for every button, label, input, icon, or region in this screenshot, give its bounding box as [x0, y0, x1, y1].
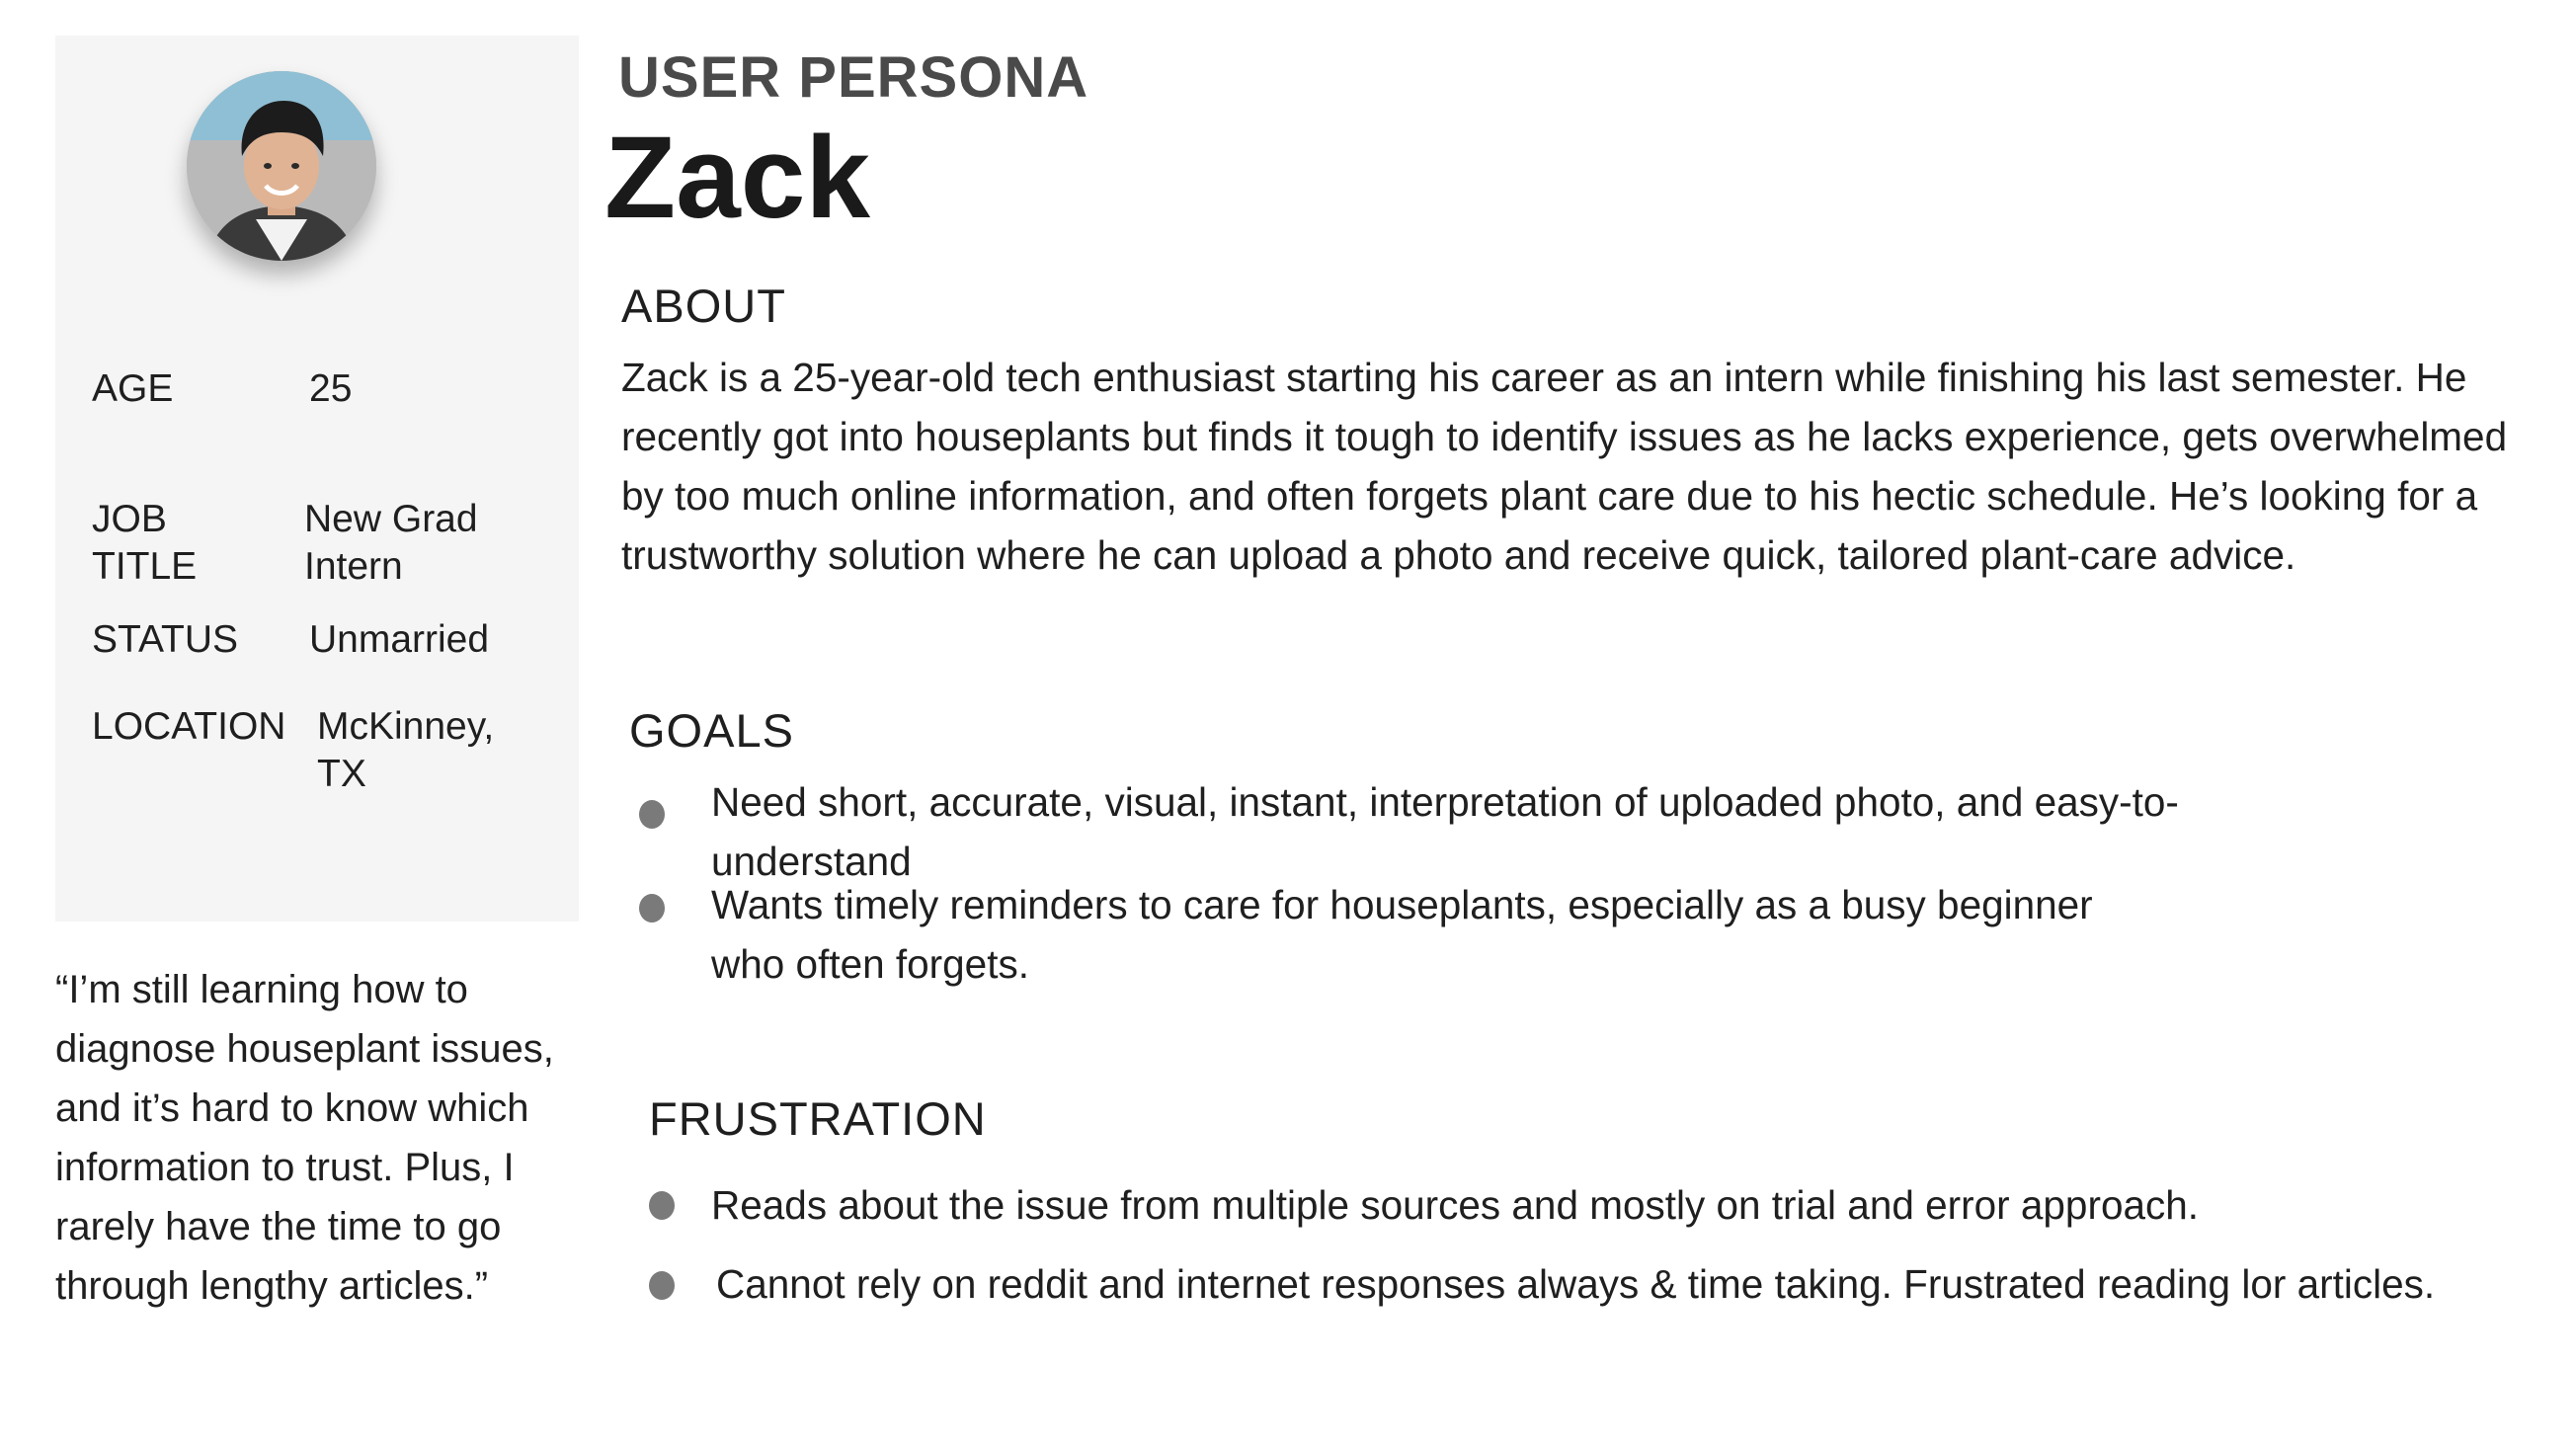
goal-item-1: Need short, accurate, visual, instant, interpretation of uploaded photo, and easy-to-understand	[711, 779, 2179, 884]
frustration-item-2: Cannot rely on reddit and internet responses always & time taking. Frustrated reading lor articles.	[716, 1261, 2436, 1307]
goal-bullet-1	[639, 800, 665, 829]
profile-card	[55, 36, 579, 922]
frustration-bullet-1	[649, 1191, 675, 1220]
status-value: Unmarried	[309, 618, 490, 661]
user-avatar	[187, 71, 376, 261]
goals-heading: GOALS	[629, 704, 794, 757]
status-label: STATUS	[92, 618, 239, 661]
persona-name: Zack	[604, 113, 870, 243]
goal-item-2: Wants timely reminders to care for houseplants, especially as a busy beginner who often forgets.	[711, 882, 2093, 987]
persona-quote: “I’m still learning how to diagnose houseplant issues, and it’s hard to know which information to trust. Plus, I rarely have the time to go through lengthy articles.”	[55, 968, 554, 1308]
job-title-label: JOB TITLE	[92, 498, 198, 588]
age-label: AGE	[92, 367, 174, 410]
frustration-heading: FRUSTRATION	[649, 1092, 987, 1145]
age-value: 25	[309, 367, 353, 410]
goal-bullet-2	[639, 894, 665, 923]
about-heading: ABOUT	[621, 280, 786, 332]
frustration-bullet-2	[649, 1271, 675, 1300]
persona-eyebrow: USER PERSONA	[618, 45, 1089, 110]
frustration-item-1: Reads about the issue from multiple sources and mostly on trial and error approach.	[711, 1182, 2200, 1228]
user-photo-icon	[187, 71, 376, 261]
location-label: LOCATION	[92, 705, 286, 748]
job-title-value: New Grad Intern	[304, 498, 478, 588]
location-value: McKinney, TX	[317, 705, 495, 795]
about-text: Zack is a 25-year-old tech enthusiast starting his career as an intern while finishing his last semester. He recently got into houseplants but finds it tough to identify issues as he lacks experience, gets overwhelmed by too much online information, and often forgets plant care due to his hectic schedule. He’s looking for a trustworthy solution where he can upload a photo and receive quick, tailored plant-care advice.	[621, 355, 2508, 578]
